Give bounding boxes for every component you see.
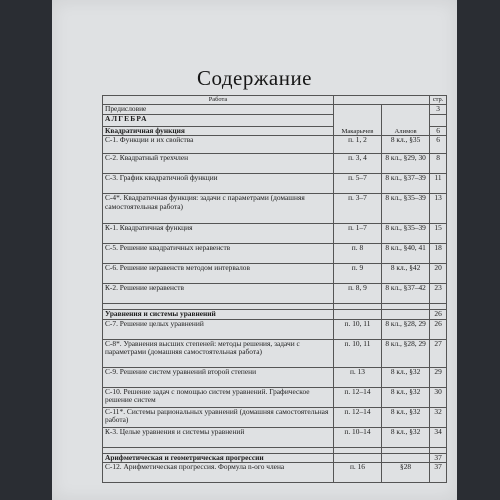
- section-page: 26: [430, 310, 447, 319]
- book-page: [52, 0, 457, 500]
- algebra-heading: АЛГЕБРА: [103, 115, 334, 127]
- toc-row-page: 26: [430, 319, 447, 339]
- toc-row-alimov: 8 кл., §32: [382, 367, 430, 387]
- toc-row-makarychev: п. 1, 2: [333, 136, 381, 154]
- section-heading: Квадратичная функция: [103, 127, 334, 136]
- toc-row-page: 8: [430, 154, 447, 174]
- header-makarychev: Макарычев: [333, 105, 381, 136]
- toc-row-makarychev: п. 13: [333, 367, 381, 387]
- toc-row: [103, 174, 447, 194]
- section-page: 6: [430, 127, 447, 136]
- toc-row-alimov: 8 кл., §35: [382, 136, 430, 154]
- preface-label: Предисловие: [103, 105, 334, 115]
- toc-row: [103, 284, 447, 304]
- toc-row-title: С-2. Квадратный трехчлен: [103, 154, 334, 174]
- toc-row-makarychev: п. 12–14: [333, 387, 381, 407]
- toc-row-makarychev: п. 10, 11: [333, 319, 381, 339]
- toc-row-page: 32: [430, 407, 447, 427]
- header-row: [103, 96, 447, 105]
- toc-row-alimov: 8 кл., §28, 29: [382, 319, 430, 339]
- toc-row-title: С-11*. Системы рациональных уравнений (домашняя самостоятельная работа): [103, 407, 334, 427]
- toc-row-page: 6: [430, 136, 447, 154]
- toc-row-makarychev: п. 8: [333, 244, 381, 264]
- header-page: стр.: [430, 96, 447, 105]
- toc-row-alimov: 8 кл., §35–39: [382, 194, 430, 224]
- toc-row-alimov: §28: [382, 462, 430, 482]
- toc-row: [103, 224, 447, 244]
- toc-row-alimov: 8 кл., §28, 29: [382, 339, 430, 367]
- toc-row-title: С-5. Решение квадратичных неравенств: [103, 244, 334, 264]
- toc-row: [103, 319, 447, 339]
- toc-row-page: 27: [430, 339, 447, 367]
- toc-row-page: 34: [430, 427, 447, 447]
- toc-row-alimov: 8 кл., §29, 30: [382, 154, 430, 174]
- toc-row: [103, 427, 447, 447]
- toc-row-makarychev: п. 1–7: [333, 224, 381, 244]
- toc-row-makarychev: п. 3, 4: [333, 154, 381, 174]
- toc-row: [103, 367, 447, 387]
- toc-row-makarychev: п. 16: [333, 462, 381, 482]
- toc-row-alimov: 8 кл., §40, 41: [382, 244, 430, 264]
- toc-row: [103, 339, 447, 367]
- toc-row-title: С-6. Решение неравенств методом интервалов: [103, 264, 334, 284]
- toc-row-page: 30: [430, 387, 447, 407]
- toc-row-alimov: 8 кл., §35–39: [382, 224, 430, 244]
- toc-row-makarychev: п. 5–7: [333, 174, 381, 194]
- toc-row-alimov: 8 кл., §37–39: [382, 174, 430, 194]
- section-heading: Уравнения и системы уравнений: [103, 310, 334, 319]
- header-work: Работа: [103, 96, 334, 105]
- toc-row: [103, 194, 447, 224]
- toc-row-makarychev: п. 10–14: [333, 427, 381, 447]
- toc-row-title: К-3. Целые уравнения и системы уравнений: [103, 427, 334, 447]
- section-row: [103, 453, 447, 462]
- toc-row-title: С-9. Решение систем уравнений второй степени: [103, 367, 334, 387]
- toc-row-page: 37: [430, 462, 447, 482]
- toc-row-title: К-2. Решение неравенств: [103, 284, 334, 304]
- toc-row: [103, 154, 447, 174]
- toc-row-title: С-10. Решение задач с помощью систем уравнений. Графическое решение систем: [103, 387, 334, 407]
- section-row: [103, 310, 447, 319]
- preface-page: 3: [430, 105, 447, 115]
- toc-row: [103, 264, 447, 284]
- toc-row: [103, 136, 447, 154]
- toc-row-alimov: 8 кл., §32: [382, 387, 430, 407]
- section-heading: Арифметическая и геометрическая прогрессии: [103, 453, 334, 462]
- toc-row: [103, 407, 447, 427]
- preface-row: [103, 105, 447, 115]
- header-blank: [333, 96, 429, 105]
- toc-row-title: К-1. Квадратичная функция: [103, 224, 334, 244]
- toc-row-alimov: 8 кл., §37–42: [382, 284, 430, 304]
- toc-row-title: С-3. График квадратичной функции: [103, 174, 334, 194]
- toc-row-makarychev: п. 10, 11: [333, 339, 381, 367]
- toc-row-title: С-8*. Уравнения высших степеней: методы решения, задачи с параметрами (домашняя самостоятельная работа): [103, 339, 334, 367]
- page-title: Содержание: [196, 66, 313, 90]
- toc-row-page: 15: [430, 224, 447, 244]
- toc-row-page: 11: [430, 174, 447, 194]
- toc-row-title: С-1. Функции и их свойства: [103, 136, 334, 154]
- contents-table: [102, 95, 447, 483]
- toc-row-title: С-7. Решение целых уравнений: [103, 319, 334, 339]
- algebra-page: [430, 115, 447, 127]
- toc-row-page: 29: [430, 367, 447, 387]
- toc-row-page: 20: [430, 264, 447, 284]
- toc-row-makarychev: п. 9: [333, 264, 381, 284]
- toc-row-makarychev: п. 3–7: [333, 194, 381, 224]
- toc-row-makarychev: п. 12–14: [333, 407, 381, 427]
- toc-row-page: 23: [430, 284, 447, 304]
- toc-row-makarychev: п. 8, 9: [333, 284, 381, 304]
- header-alimov: Алимов: [382, 105, 430, 136]
- section-page: 37: [430, 453, 447, 462]
- toc-row-alimov: 8 кл., §42: [382, 264, 430, 284]
- toc-row-page: 18: [430, 244, 447, 264]
- toc-row-alimov: 8 кл., §32: [382, 427, 430, 447]
- toc-row: [103, 244, 447, 264]
- toc-row: [103, 462, 447, 482]
- toc-row: [103, 387, 447, 407]
- toc-row-alimov: 8 кл., §32: [382, 407, 430, 427]
- toc-row-title: С-12. Арифметическая прогрессия. Формула n-ого члена: [103, 462, 334, 482]
- toc-row-page: 13: [430, 194, 447, 224]
- toc-row-title: С-4*. Квадратичная функция: задачи с параметрами (домашняя самостоятельная работа): [103, 194, 334, 224]
